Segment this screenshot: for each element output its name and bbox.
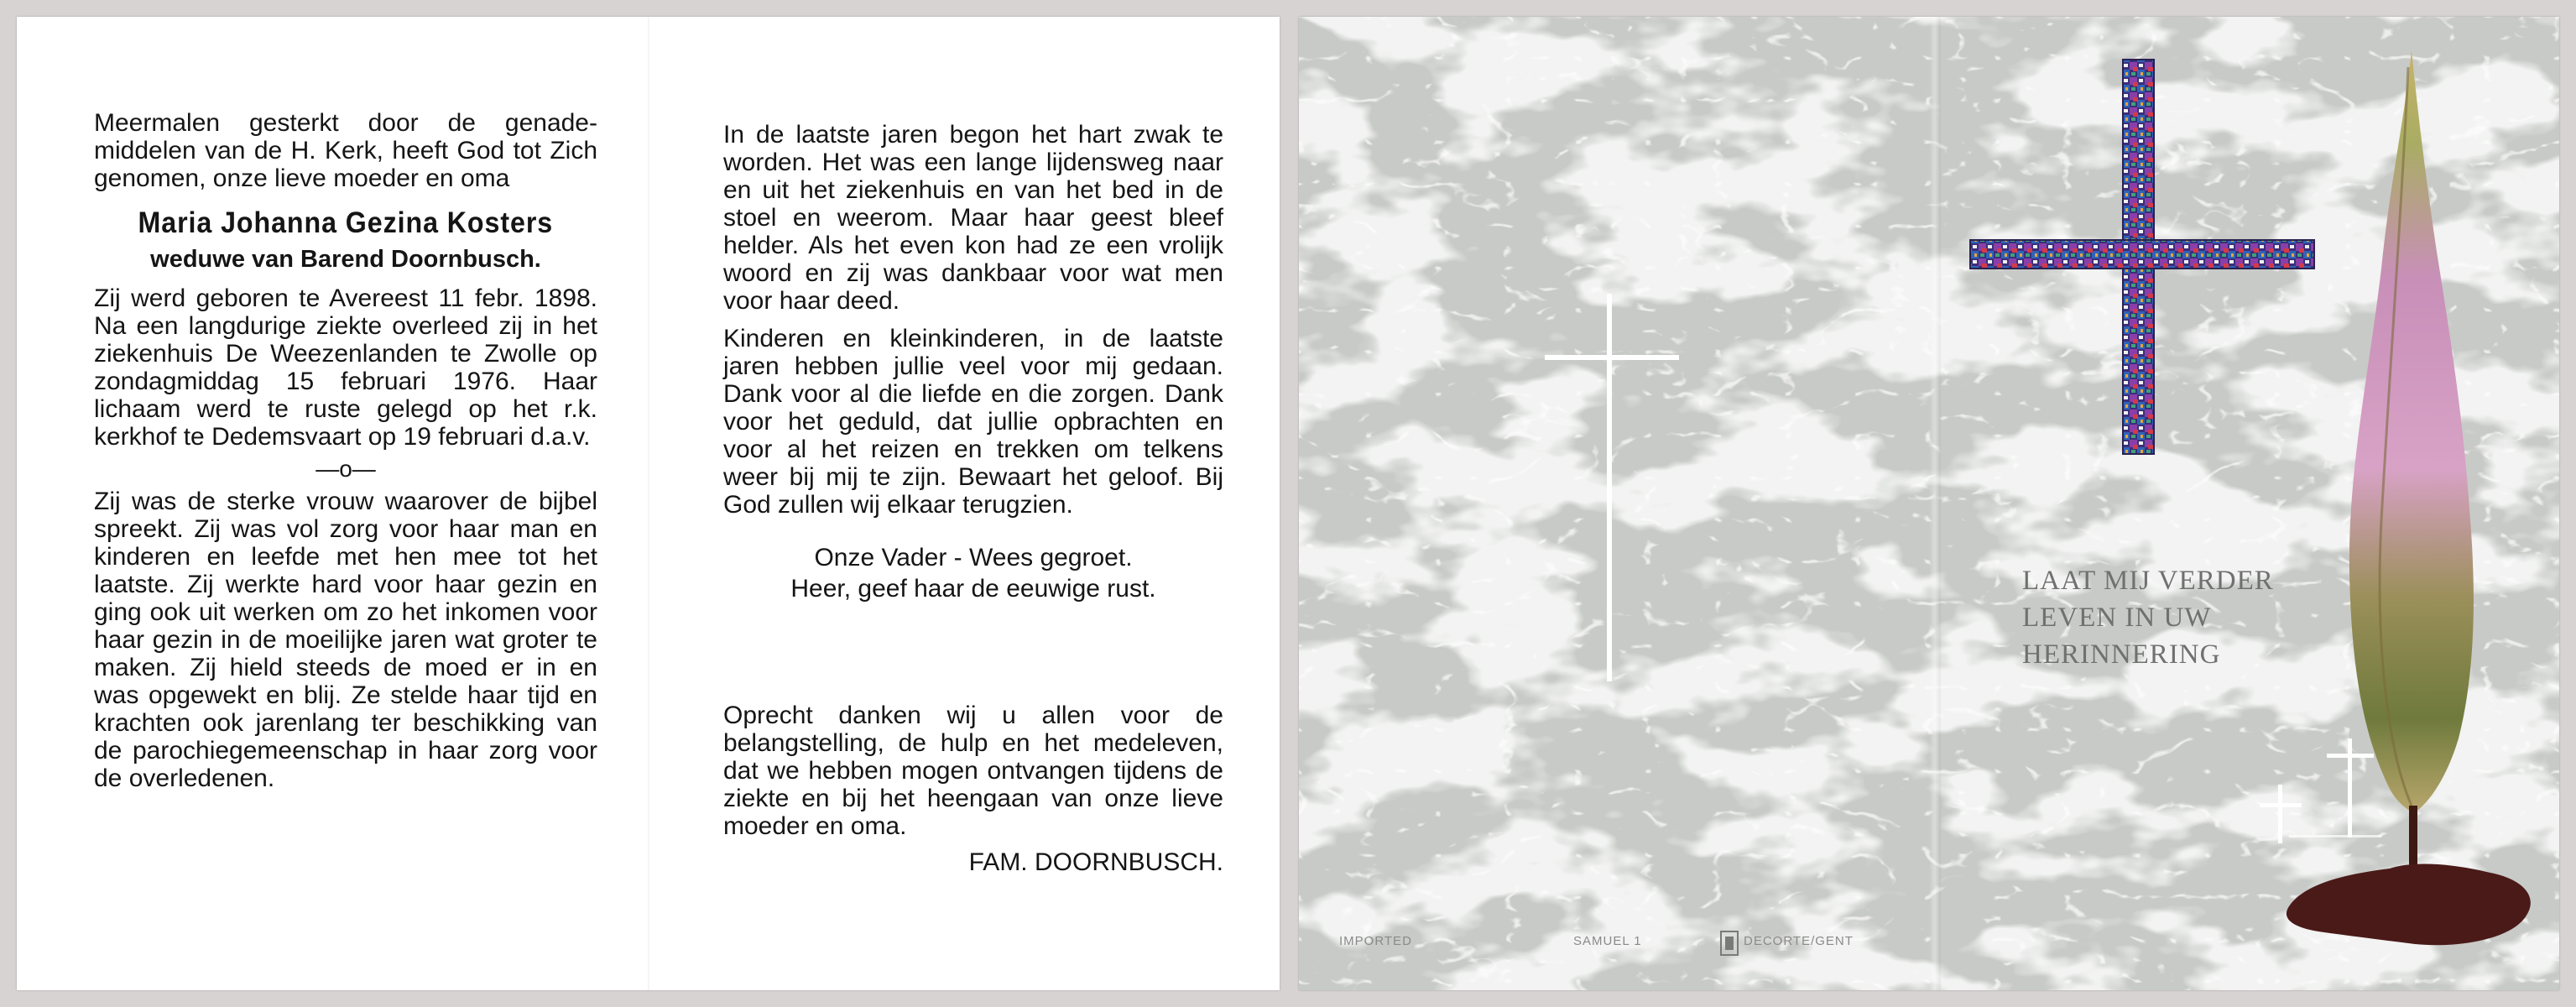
right-text-column: [723, 121, 1223, 876]
prayer-line-2: Heer, geef haar de eeuwige rust.: [790, 575, 1156, 603]
family-signature: FAM. DOORNBUSCH.: [968, 848, 1223, 876]
imprint-imported: IMPORTED: [1339, 934, 1412, 948]
biography-paragraph: Zij werd geboren te Avereest 11 febr. 1898. Na een langdurige ziekte overleed zij in het ziekenhuis De Weezenlanden te Zwolle op zondagmiddag 15 februari 1976. Haar lichaam werd te ruste gelegd op het r.k. kerkhof te Dedemsvaart op 19 februari d.a.v.: [94, 284, 597, 451]
illness-paragraph: In de laatste jaren begon het hart zwak te worden. Het was een lange lijdensweg naar en uit het ziekenhuis en van het bed in de stoel en weerom. Maar haar geest bleef helder. Als het even kon had ze een vrolijk woord en zij was dankbaar voor wat men voor haar deed.: [723, 121, 1223, 315]
left-text-column: [94, 109, 597, 792]
motto-line-3: HERINNERING: [2022, 639, 2221, 670]
card-inner-spread: [17, 17, 1280, 990]
memorial-motto: [2022, 562, 2274, 673]
widow-subtitle: weduwe van Barend Doornbusch.: [150, 246, 541, 273]
imprint-publisher: DECORTE/GENT: [1744, 934, 1854, 948]
tribute-paragraph: Zij was de sterke vrouw waarover de bijbel spreekt. Zij was vol zorg voor haar man en kinderen en leefde met hen mee tot het laatste. Zij werkte hard voor haar gezin en ging ook uit werken om zo het inkomen voor haar gezin in de moeilijke jaren wat groter te maken. Zij hield steeds de moed er in en was opgewekt en blij. Ze stelde haar tijd en krachten ook jarenlang ter beschikking van de parochiegemeenschap in haar zorg voor de overledenen.: [94, 488, 597, 792]
motto-line-2: LEVEN IN UW: [2022, 603, 2212, 633]
intro-paragraph: Meermalen gesterkt door de genademiddelen van de H. Kerk, heeft God tot Zich genomen, onze lieve moeder en oma: [94, 109, 597, 192]
fold-line: [648, 17, 649, 990]
motto-line-1: LAAT MIJ VERDER: [2022, 566, 2274, 596]
farewell-paragraph: Kinderen en kleinkinderen, in de laatste jaren hebben jullie veel voor mij gedaan. Dank voor al die liefde en die zorgen. Dank voor het geduld, dat jullie opbrachten en voor al het reizen en trekken om telkens weer bij mij te zijn. Bewaart het geloof. Bij God zullen wij elkaar terugzien.: [723, 325, 1223, 519]
deceased-name: Maria Johanna Gezina Kosters: [138, 206, 554, 239]
card-outer-spread: [1299, 17, 2559, 990]
fold-line: [1929, 17, 1941, 990]
name-heading-wrap: [94, 206, 597, 241]
thanks-paragraph: Oprecht danken wij u allen voor de belangstelling, de hulp en het medeleven, dat we hebben mogen ontvangen tijdens de ziekte en bij het heengaan van onze lieve moeder en oma.: [723, 702, 1223, 840]
prayer-line-1: Onze Vader - Wees gegroet.: [814, 544, 1133, 571]
section-separator: —o—: [315, 456, 376, 482]
imprint-series: SAMUEL 1: [1573, 934, 1642, 948]
